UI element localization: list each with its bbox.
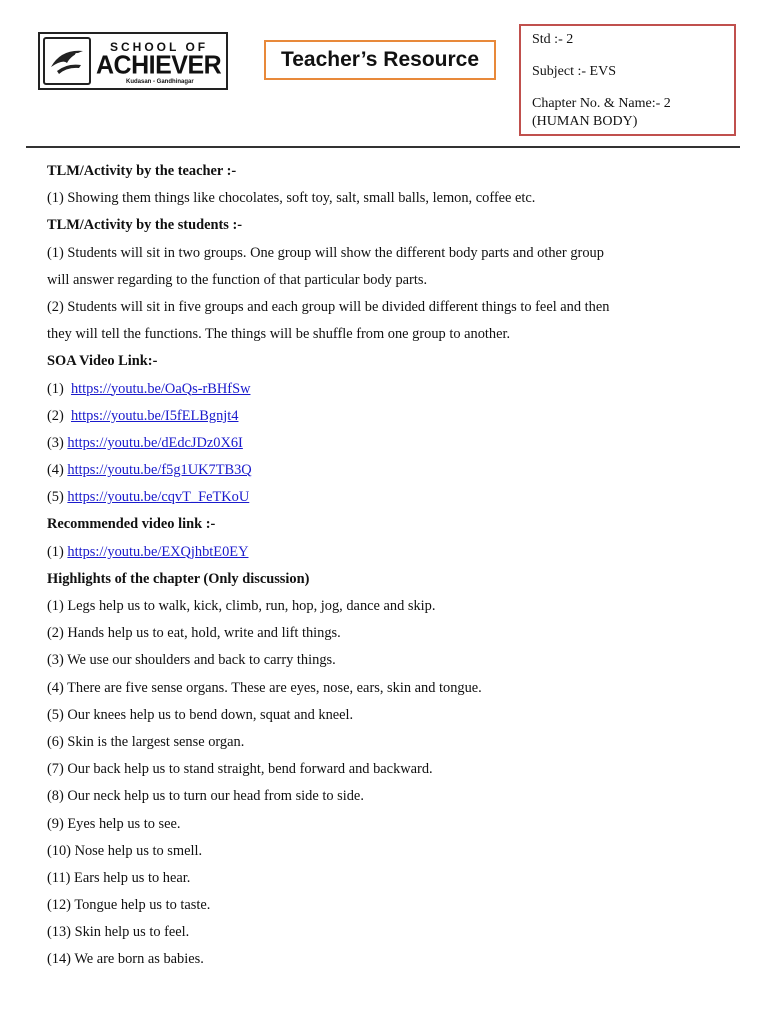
soa-video-item: (2) https://youtu.be/I5fELBgnjt4 bbox=[47, 407, 239, 424]
logo-line-school-of: SCHOOL OF bbox=[110, 40, 209, 54]
highlight-item: (7) Our back help us to stand straight, bend forward and backward. bbox=[47, 761, 433, 778]
soa-video-link[interactable]: https://youtu.be/f5g1UK7TB3Q bbox=[67, 462, 252, 479]
highlight-item: (6) Skin is the largest sense organ. bbox=[47, 733, 245, 750]
highlight-item: (10) Nose help us to smell. bbox=[47, 842, 203, 859]
highlights-heading: Highlights of the chapter (Only discussion) bbox=[47, 570, 310, 587]
highlight-item: (4) There are five sense organs. These are eyes, nose, ears, skin and tongue. bbox=[47, 679, 482, 696]
subject-label: Subject :- EVS bbox=[532, 64, 616, 79]
page-title: Teacher’s Resource bbox=[264, 40, 496, 80]
school-logo bbox=[38, 32, 228, 90]
chapter-name: (HUMAN BODY) bbox=[532, 114, 638, 129]
recommended-heading: Recommended video link :- bbox=[47, 516, 216, 533]
highlight-item: (1) Legs help us to walk, kick, climb, run, hop, jog, dance and skip. bbox=[47, 598, 436, 614]
tlm-students-line: (2) Students will sit in five groups and each group will be divided different things to feel and then bbox=[47, 298, 610, 315]
recommended-item: (1) https://youtu.be/EXQjhbtE0EY bbox=[47, 543, 249, 560]
tlm-teacher-heading: TLM/Activity by the teacher :- bbox=[47, 163, 237, 179]
highlight-item: (9) Eyes help us to see. bbox=[47, 815, 181, 832]
soa-video-item: (1) https://youtu.be/OaQs-rBHfSw bbox=[47, 380, 251, 397]
soa-video-item: (4) https://youtu.be/f5g1UK7TB3Q bbox=[47, 462, 252, 479]
highlight-item: (13) Skin help us to feel. bbox=[47, 924, 190, 941]
highlight-item: (8) Our neck help us to turn our head from side to side. bbox=[47, 788, 364, 805]
tlm-students-line: they will tell the functions. The things will be shuffle from one group to another. bbox=[47, 326, 511, 343]
header-divider bbox=[26, 146, 740, 148]
soa-video-item: (3) https://youtu.be/dEdcJDz0X6I bbox=[47, 434, 243, 451]
highlight-item: (5) Our knees help us to bend down, squat and kneel. bbox=[47, 706, 354, 723]
logo-line-achiever: ACHIEVER bbox=[96, 50, 222, 80]
document-body bbox=[47, 158, 737, 974]
soa-video-link[interactable]: https://youtu.be/cqvT_FeTKoU bbox=[67, 489, 250, 506]
highlight-item: (3) We use our shoulders and back to carry things. bbox=[47, 652, 336, 669]
soa-video-heading: SOA Video Link:- bbox=[47, 353, 158, 370]
soa-video-link[interactable]: https://youtu.be/OaQs-rBHfSw bbox=[70, 380, 251, 397]
std-label: Std :- 2 bbox=[532, 32, 574, 47]
highlight-item: (14) We are born as babies. bbox=[47, 951, 204, 968]
class-info-box bbox=[519, 24, 736, 136]
tlm-teacher-item: (1) Showing them things like chocolates, soft toy, salt, small balls, lemon, coffee etc. bbox=[47, 190, 536, 207]
tlm-students-line: will answer regarding to the function of that particular body parts. bbox=[47, 271, 428, 288]
logo-line-place: Kudasan - Gandhinagar bbox=[126, 79, 194, 85]
highlight-item: (2) Hands help us to eat, hold, write and lift things. bbox=[47, 625, 341, 642]
highlight-item: (12) Tongue help us to taste. bbox=[47, 897, 211, 914]
recommended-video-link[interactable]: https://youtu.be/EXQjhbtE0EY bbox=[67, 543, 249, 560]
bird-emblem-icon bbox=[43, 37, 91, 85]
highlight-item: (11) Ears help us to hear. bbox=[47, 869, 191, 886]
tlm-students-heading: TLM/Activity by the students :- bbox=[47, 217, 243, 234]
tlm-students-line: (1) Students will sit in two groups. One group will show the different body parts and other group bbox=[47, 244, 604, 261]
soa-video-link[interactable]: https://youtu.be/dEdcJDz0X6I bbox=[67, 434, 243, 451]
chapter-label: Chapter No. & Name:- 2 bbox=[532, 96, 671, 111]
soa-video-link[interactable]: https://youtu.be/I5fELBgnjt4 bbox=[70, 407, 239, 424]
soa-video-item: (5) https://youtu.be/cqvT_FeTKoU bbox=[47, 489, 250, 506]
